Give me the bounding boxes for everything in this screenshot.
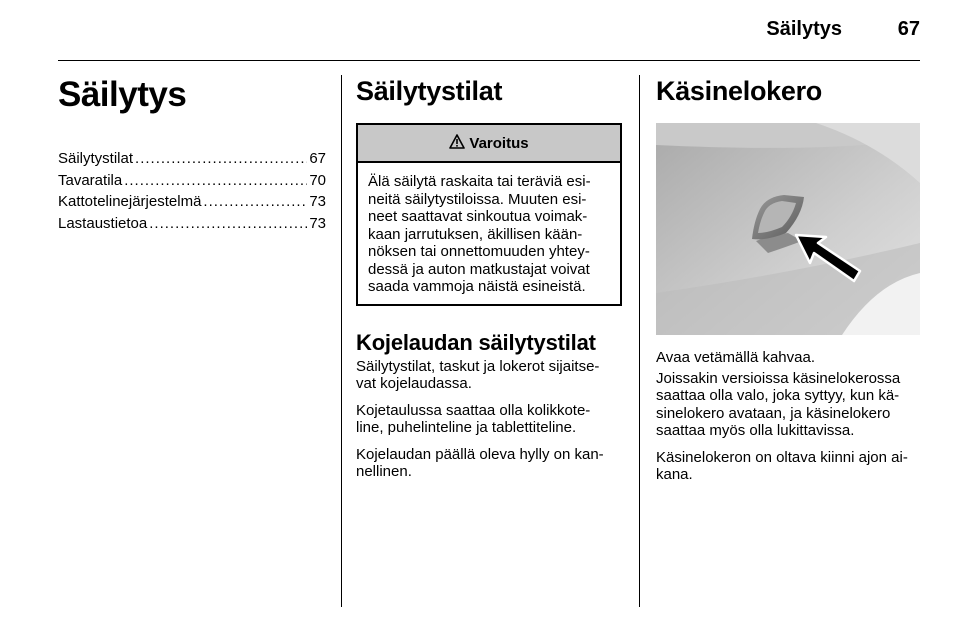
- text-line: nellinen.: [356, 463, 412, 480]
- paragraph: [356, 402, 622, 437]
- text-line: sinelokero avataan, ja käsinelokero: [656, 404, 891, 422]
- toc-entry-title: Säilytystilat: [58, 150, 134, 167]
- toc-entry-page: 67: [309, 150, 326, 167]
- text-line: vat kojelaudassa.: [356, 375, 472, 392]
- subsection-title: Kojelaudan säilytystilat: [356, 329, 596, 355]
- toc-entry-title: Tavaratila: [58, 171, 123, 189]
- text-line: Kojelaudan päällä oleva hylly on kan-: [356, 445, 604, 463]
- warning-line: neet saattavat sinkoutua voimak-: [368, 208, 588, 225]
- toc-entry-title: Lastaustietoa: [58, 214, 148, 232]
- text-line: saattaa olla valo, joka syttyy, kun kä-: [656, 387, 900, 404]
- toc-leader: [135, 149, 307, 169]
- warning-header: [358, 125, 620, 163]
- warning-line: dessä ja auton matkustajat voivat: [368, 260, 590, 278]
- text-line: kana.: [656, 466, 693, 483]
- toc-entry-page: 70: [309, 171, 326, 189]
- warning-line: nöksen tai onnettomuuden yhtey-: [368, 243, 590, 260]
- paragraph: [356, 446, 622, 481]
- text-line: Joissakin versioissa käsinelokerossa: [656, 369, 901, 387]
- paragraph: [656, 349, 920, 367]
- toc-entry[interactable]: [58, 149, 326, 171]
- glovebox-photo: [656, 123, 920, 335]
- warning-text: [358, 163, 620, 304]
- toc-entry[interactable]: [58, 214, 326, 236]
- section-title: Säilytystilat: [356, 76, 503, 106]
- warning-box: [356, 123, 622, 306]
- glovebox-column: [656, 75, 920, 484]
- toc-leader: [149, 214, 307, 234]
- chapter-title: Säilytys: [58, 75, 187, 114]
- toc-entry-page: 73: [309, 214, 326, 232]
- glovebox-body: [656, 349, 920, 484]
- toc-entry[interactable]: [58, 171, 326, 193]
- column-divider: [639, 75, 640, 607]
- text-line: Avaa vetämällä kahvaa.: [656, 349, 815, 366]
- text-line: saattaa myös olla lukittavissa.: [656, 422, 855, 439]
- warning-line: neitä säilytystiloissa. Muuten esi-: [368, 190, 587, 208]
- paragraph: [656, 370, 920, 440]
- subsection-body: [356, 358, 622, 481]
- toc-entry-page: 73: [309, 193, 326, 210]
- warning-label: Varoitus: [469, 134, 529, 152]
- table-of-contents: [58, 149, 326, 235]
- chapter-column: [58, 75, 326, 235]
- warning-line: Älä säilytä raskaita tai teräviä esi-: [368, 173, 591, 190]
- toc-entry-title: Kattotelinejärjestelmä: [58, 193, 202, 210]
- header-rule: [58, 60, 920, 61]
- paragraph: [656, 449, 920, 484]
- text-line: Kojetaulussa saattaa olla kolikkote-: [356, 401, 591, 419]
- glovebox-title: Käsinelokero: [656, 76, 822, 106]
- running-head: [700, 18, 920, 48]
- text-line: Säilytystilat, taskut ja lokerot sijaitse-: [356, 357, 600, 375]
- warning-line: kaan jarrutuksen, äkillisen kään-: [368, 225, 583, 243]
- paragraph: [356, 358, 622, 393]
- toc-leader: [124, 171, 307, 191]
- text-line: Käsinelokeron on oltava kiinni ajon ai-: [656, 448, 908, 466]
- section-column: [356, 75, 622, 481]
- running-head-title: Säilytys: [766, 18, 842, 40]
- toc-entry[interactable]: [58, 192, 326, 214]
- warning-line: saada vammoja näistä esineistä.: [368, 278, 586, 295]
- text-line: line, puhelinteline ja tablettiteline.: [356, 419, 577, 436]
- page-number: 67: [897, 18, 920, 40]
- column-divider: [341, 75, 342, 607]
- warning-triangle-icon: [449, 134, 465, 153]
- toc-leader: [203, 192, 307, 212]
